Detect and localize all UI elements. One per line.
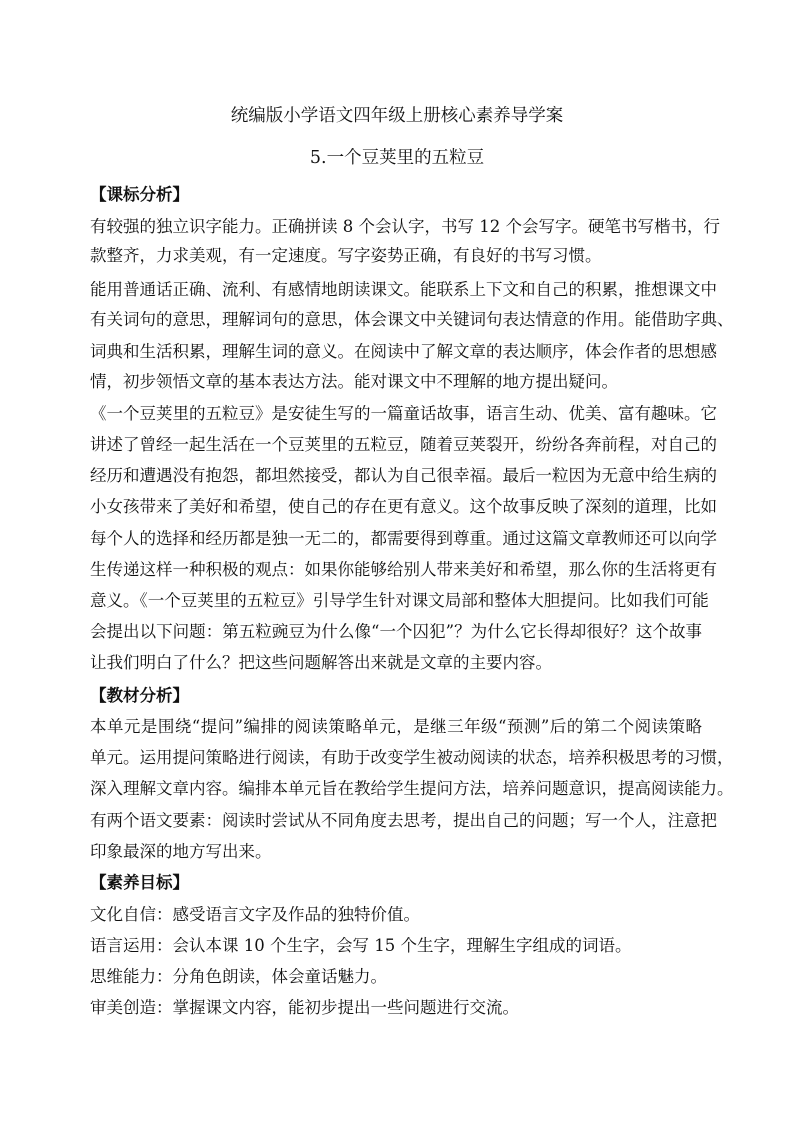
paragraph-line: 词典和生活积累，理解生词的意义。在阅读中了解文章的表达顺序，体会作者的思想感 — [90, 342, 717, 361]
paragraph-line: 情，初步领悟文章的基本表达方法。能对课文中不理解的地方提出疑问。 — [90, 372, 618, 391]
paragraph-line: 生传递这样一种积极的观点：如果你能够给别人带来美好和希望，那么你的生活将更有 — [90, 560, 717, 579]
paragraph-line: 有较强的独立识字能力。正确拼读 8 个会认字，书写 12 个会写字。硬笔书写楷书，行 — [90, 217, 720, 236]
section-heading-textbook: 【教材分析】 — [90, 686, 189, 705]
paragraph-line: 小女孩带来了美好和希望，使自己的存在更有意义。这个故事反映了深刻的道理，比如 — [90, 497, 717, 516]
goal-line: 思维能力：分角色朗读，体会童话魅力。 — [90, 967, 387, 986]
paragraph-line: 款整齐，力求美观，有一定速度。写字姿势正确，有良好的书写习惯。 — [90, 246, 602, 265]
section-heading-curriculum: 【课标分析】 — [90, 185, 189, 204]
goal-line: 审美创造：掌握课文内容，能初步提出一些问题进行交流。 — [90, 998, 519, 1017]
paragraph-line: 意义。《一个豆荚里的五粒豆》引导学生针对课文局部和整体大胆提问。比如我们可能 — [90, 591, 709, 610]
paragraph-line: 让我们明白了什么？把这些问题解答出来就是文章的主要内容。 — [90, 653, 552, 672]
lesson-title: 5.一个豆荚里的五粒豆 — [309, 148, 485, 168]
paragraph-line: 《一个豆荚里的五粒豆》是安徒生写的一篇童话故事，语言生动、优美、富有趣味。它 — [90, 404, 717, 423]
paragraph-line: 本单元是围绕“提问”编排的阅读策略单元，是继三年级“预测”后的第二个阅读策略 — [90, 717, 702, 736]
paragraph-line: 能用普通话正确、流利、有感情地朗读课文。能联系上下文和自己的积累，推想课文中 — [90, 280, 717, 299]
goal-line: 文化自信：感受语言文字及作品的独特价值。 — [90, 905, 420, 924]
paragraph-line: 深入理解文章内容。编排本单元旨在教给学生提问方法，培养问题意识，提高阅读能力。 — [90, 779, 734, 798]
paragraph-line: 印象最深的地方写出来。 — [90, 842, 272, 861]
paragraph-line: 有两个语文要素：阅读时尝试从不同角度去思考，提出自己的问题；写一个人，注意把 — [90, 811, 717, 830]
section-heading-goals: 【素养目标】 — [90, 873, 189, 892]
paragraph-line: 单元。运用提问策略进行阅读，有助于改变学生被动阅读的状态，培养积极思考的习惯， — [90, 748, 734, 767]
goal-line: 语言运用：会认本课 10 个生字，会写 15 个生字，理解生字组成的词语。 — [90, 936, 632, 955]
paragraph-line: 经历和遭遇没有抱怨，都坦然接受，都认为自己很幸福。最后一粒因为无意中给生病的 — [90, 466, 717, 485]
paragraph-line: 会提出以下问题：第五粒豌豆为什么像“一个囚犯”？为什么它长得却很好？这个故事 — [90, 622, 702, 641]
paragraph-line: 有关词句的意思，理解词句的意思，体会课文中关键词句表达情意的作用。能借助字典、 — [90, 310, 734, 329]
paragraph-line: 每个人的选择和经历都是独一无二的，都需要得到尊重。通过这篇文章教师还可以向学 — [90, 529, 717, 548]
document-title: 统编版小学语文四年级上册核心素养导学案 — [230, 106, 564, 126]
paragraph-line: 讲述了曾经一起生活在一个豆荚里的五粒豆，随着豆荚裂开，纷纷各奔前程，对自己的 — [90, 435, 717, 454]
